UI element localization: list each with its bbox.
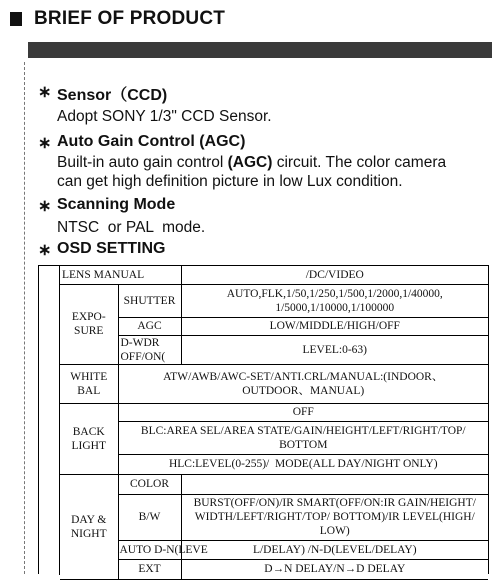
feature-title-agc: Auto Gain Control (AGC) xyxy=(57,133,246,150)
shutter-label: SHUTTER xyxy=(118,284,181,317)
shutter-value xyxy=(181,284,488,317)
white-bal-label-text: WHITE BAL xyxy=(70,370,108,397)
table-row xyxy=(60,454,488,474)
exposure-label-text: EXPO- SURE xyxy=(71,311,106,337)
table-row xyxy=(60,474,488,494)
header-bar xyxy=(28,42,492,58)
table-row xyxy=(60,317,488,335)
feature-text-agc-bold: (AGC) xyxy=(227,154,273,171)
white-bal-value xyxy=(118,364,488,403)
table-row xyxy=(60,559,488,579)
back-light-label-text: BACK LIGHT xyxy=(71,425,106,452)
feature-title-sensor: Sensor（CCD) xyxy=(57,87,168,104)
page-title: BRIEF OF PRODUCT xyxy=(34,8,226,29)
auto-dn-value: L/DELAY) /N-D(LEVEL/DELAY) xyxy=(181,540,488,559)
osd-table-grid xyxy=(60,266,488,580)
feature-text-agc-part1: Built-in auto gain control xyxy=(57,154,228,171)
dwdr-value: LEVEL:0-63) xyxy=(181,335,488,364)
header-square-icon xyxy=(10,12,22,26)
ext-label: EXT xyxy=(118,559,181,579)
color-label: COLOR xyxy=(118,474,181,494)
feature-text-sensor: Adopt SONY 1/3" CCD Sensor. xyxy=(57,108,272,125)
bullet-icon: ∗ xyxy=(38,135,52,152)
back-light-hlc: HLC:LEVEL(0-255)/ MODE(ALL DAY/NIGHT ONLY) xyxy=(118,454,488,474)
exposure-label xyxy=(60,284,118,364)
day-night-label-text: DAY & NIGHT xyxy=(70,513,107,540)
auto-dn-label: AUTO D-N(LEVE xyxy=(118,540,181,559)
lens-label: LENS MANUAL xyxy=(60,266,181,284)
bullet-icon: ∗ xyxy=(38,242,52,259)
shutter-value-text: AUTO,FLK,1/50,1/250,1/500,1/2000,1/40000, 1/5000,1/10000,1/100000 xyxy=(226,287,443,314)
feature-title-scanning: Scanning Mode xyxy=(57,196,176,213)
bullet-icon: ∗ xyxy=(38,198,52,215)
agc-value: LOW/MIDDLE/HIGH/OFF xyxy=(181,317,488,335)
table-row xyxy=(60,284,488,317)
table-row xyxy=(60,494,488,540)
back-light-off: OFF xyxy=(118,403,488,421)
day-night-label xyxy=(60,474,118,579)
back-light-blc xyxy=(118,421,488,454)
feature-title-osd: OSD SETTING xyxy=(57,240,166,257)
feature-text-scanning: NTSC or PAL mode. xyxy=(57,219,206,236)
white-bal-label xyxy=(60,364,118,403)
bw-value-text: BURST(OFF/ON)/IR SMART(OFF/ON:IR GAIN/HEIGHT/ WIDTH/LEFT/RIGHT/TOP/ BOTTOM)/IR LEVEL(HIGH/ LOW) xyxy=(193,497,476,537)
bw-value xyxy=(181,494,488,540)
osd-table-left-strip xyxy=(39,266,60,575)
feature-text-agc-line2: can get high definition picture in low Lux condition. xyxy=(57,173,403,190)
table-row xyxy=(60,335,488,364)
margin-dashed-line xyxy=(24,62,25,574)
bw-label: B/W xyxy=(118,494,181,540)
table-row xyxy=(60,364,488,403)
bullet-icon: ∗ xyxy=(38,84,52,101)
ext-value: D→N DELAY/N→D DELAY xyxy=(181,559,488,579)
color-value xyxy=(181,474,488,494)
agc-label: AGC xyxy=(118,317,181,335)
feature-text-agc-part2: circuit. The color camera xyxy=(272,154,447,171)
lens-value: /DC/VIDEO xyxy=(181,266,488,284)
table-row xyxy=(60,421,488,454)
back-light-label xyxy=(60,403,118,474)
table-row xyxy=(60,266,488,284)
table-row xyxy=(60,540,488,559)
feature-text-agc xyxy=(57,153,497,191)
white-bal-value-text: ATW/AWB/AWC-SET/ANTI.CRL/MANUAL:(INDOOR、 OUTDOOR、MANUAL) xyxy=(163,370,444,397)
osd-settings-table xyxy=(38,265,489,574)
table-row xyxy=(60,403,488,421)
dwdr-label: D-WDR OFF/ON( xyxy=(118,335,181,364)
back-light-blc-text: BLC:AREA SEL/AREA STATE/GAIN/HEIGHT/LEFT/RIGHT/TOP/ BOTTOM xyxy=(140,424,466,451)
